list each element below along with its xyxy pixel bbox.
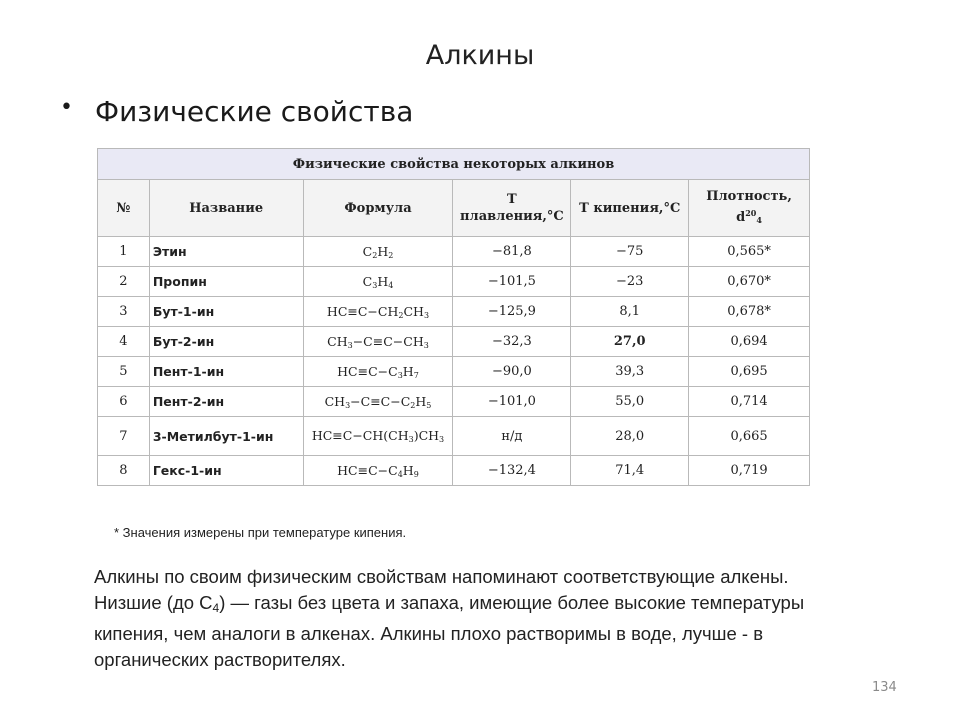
header-density-sup: 20 bbox=[745, 207, 757, 218]
cell-density: 0,719 bbox=[689, 456, 810, 486]
cell-name: Пент-2-ин bbox=[149, 387, 303, 417]
cell-melting: н/д bbox=[453, 417, 571, 456]
cell-name: Бут-2-ин bbox=[149, 327, 303, 357]
formula-text: HC≡C−CH(CH bbox=[311, 428, 409, 443]
header-name: Название bbox=[149, 180, 303, 237]
formula-text: HC≡C−C bbox=[337, 363, 398, 379]
header-melting-line2: плавления,°C bbox=[460, 209, 564, 224]
cell-number: 6 bbox=[98, 387, 150, 417]
cell-number: 2 bbox=[98, 267, 150, 297]
cell-melting: −32,3 bbox=[453, 327, 571, 357]
header-melting-line1: T bbox=[507, 192, 517, 207]
formula-text: CH bbox=[324, 393, 346, 409]
paragraph-part2: ) — газы без цвета и запаха, имеющие более высокие температуры кипения, чем аналоги в алкенах. Алкины плохо растворимы в воде, лучше - в органических растворителях. bbox=[94, 592, 805, 670]
table-caption: Физические свойства некоторых алкинов bbox=[98, 149, 810, 180]
cell-formula bbox=[303, 417, 453, 456]
paragraph-part1: Алкины по своим физическим свойствам напоминают соответствующие алкены. Низшие (до С bbox=[94, 566, 789, 613]
cell-formula bbox=[303, 297, 453, 327]
header-density-label: Плотность, d bbox=[706, 188, 792, 225]
cell-formula bbox=[303, 327, 453, 357]
cell-formula bbox=[303, 387, 453, 417]
header-density bbox=[689, 180, 810, 237]
formula-subscript: 9 bbox=[413, 469, 419, 479]
cell-number: 7 bbox=[98, 417, 150, 456]
formula-subscript: 5 bbox=[426, 400, 432, 410]
formula-text: HC≡C−CH bbox=[326, 303, 399, 319]
formula-text: H bbox=[402, 363, 414, 379]
cell-name: 3-Метилбут-1-ин bbox=[149, 417, 303, 456]
cell-number: 4 bbox=[98, 327, 150, 357]
cell-number: 1 bbox=[98, 237, 150, 267]
cell-formula bbox=[303, 357, 453, 387]
header-boiling: T кипения,°C bbox=[571, 180, 689, 237]
bullet-dot-icon: • bbox=[60, 95, 73, 120]
formula-text: C bbox=[362, 243, 373, 259]
cell-density: 0,714 bbox=[689, 387, 810, 417]
properties-table bbox=[97, 148, 810, 486]
formula-subscript: 3 bbox=[423, 310, 430, 320]
cell-density: 0,565* bbox=[689, 237, 810, 267]
formula-text: −C≡C−C bbox=[350, 393, 411, 409]
header-density-sub: 4 bbox=[756, 214, 762, 225]
table-body bbox=[98, 237, 810, 486]
header-number: № bbox=[98, 180, 150, 237]
formula-subscript: 3 bbox=[372, 280, 378, 290]
formula-subscript: 3 bbox=[408, 435, 414, 444]
formula-text: )CH bbox=[413, 428, 440, 443]
cell-number: 8 bbox=[98, 456, 150, 486]
cell-density: 0,695 bbox=[689, 357, 810, 387]
cell-name: Этин bbox=[149, 237, 303, 267]
cell-formula bbox=[303, 267, 453, 297]
cell-boiling: 71,4 bbox=[571, 456, 689, 486]
table-caption-row bbox=[98, 149, 810, 180]
cell-name: Гекс-1-ин bbox=[149, 456, 303, 486]
properties-table-container bbox=[97, 148, 810, 486]
cell-melting: −101,0 bbox=[453, 387, 571, 417]
page-number: 134 bbox=[872, 680, 897, 695]
formula-text: HC≡C−C bbox=[337, 462, 398, 478]
table-row bbox=[98, 456, 810, 486]
bullet-text: Физические свойства bbox=[94, 95, 414, 128]
cell-melting: −90,0 bbox=[453, 357, 571, 387]
cell-formula bbox=[303, 237, 453, 267]
footnote: * Значения измерены при температуре кипения. bbox=[114, 525, 407, 540]
formula-subscript: 2 bbox=[410, 400, 416, 410]
formula-text: H bbox=[415, 393, 427, 409]
formula-text: H bbox=[377, 243, 389, 259]
cell-boiling: 28,0 bbox=[571, 417, 689, 456]
table-row bbox=[98, 357, 810, 387]
cell-density: 0,670* bbox=[689, 267, 810, 297]
formula-subscript: 3 bbox=[345, 400, 351, 410]
header-melting bbox=[453, 180, 571, 237]
cell-melting: −101,5 bbox=[453, 267, 571, 297]
table-row bbox=[98, 297, 810, 327]
formula-subscript: 3 bbox=[423, 340, 429, 350]
cell-name: Пент-1-ин bbox=[149, 357, 303, 387]
formula-subscript: 3 bbox=[397, 370, 403, 380]
cell-boiling: −75 bbox=[571, 237, 689, 267]
slide-title: Алкины bbox=[425, 40, 535, 71]
header-formula: Формула bbox=[303, 180, 453, 237]
table-row bbox=[98, 417, 810, 456]
paragraph-sub: 4 bbox=[212, 601, 220, 615]
cell-density: 0,665 bbox=[689, 417, 810, 456]
formula-subscript: 2 bbox=[372, 250, 378, 260]
cell-melting: −81,8 bbox=[453, 237, 571, 267]
cell-boiling: 55,0 bbox=[571, 387, 689, 417]
formula-subscript: 4 bbox=[397, 469, 403, 479]
cell-density: 0,694 bbox=[689, 327, 810, 357]
formula-text: CH bbox=[327, 333, 348, 349]
table-row bbox=[98, 387, 810, 417]
table-row bbox=[98, 237, 810, 267]
cell-formula bbox=[303, 456, 453, 486]
table-row bbox=[98, 267, 810, 297]
table-row bbox=[98, 327, 810, 357]
formula-text: −C≡C−CH bbox=[352, 333, 424, 349]
formula-subscript: 7 bbox=[413, 370, 419, 380]
formula-subscript: 2 bbox=[398, 310, 404, 320]
cell-number: 5 bbox=[98, 357, 150, 387]
formula-subscript: 3 bbox=[439, 435, 445, 444]
cell-melting: −125,9 bbox=[453, 297, 571, 327]
bullet-heading bbox=[60, 95, 413, 128]
formula-text: C bbox=[362, 273, 373, 289]
formula-text: H bbox=[402, 462, 414, 478]
formula-text: CH bbox=[403, 303, 424, 319]
cell-boiling: −23 bbox=[571, 267, 689, 297]
cell-number: 3 bbox=[98, 297, 150, 327]
table-header-row bbox=[98, 180, 810, 237]
formula-subscript: 4 bbox=[388, 280, 394, 290]
cell-name: Пропин bbox=[149, 267, 303, 297]
formula-subscript: 2 bbox=[388, 250, 394, 260]
cell-boiling: 27,0 bbox=[571, 327, 689, 357]
cell-density: 0,678* bbox=[689, 297, 810, 327]
formula-subscript: 3 bbox=[347, 340, 353, 350]
cell-boiling: 8,1 bbox=[571, 297, 689, 327]
cell-name: Бут-1-ин bbox=[149, 297, 303, 327]
formula-text: H bbox=[377, 273, 389, 289]
cell-boiling: 39,3 bbox=[571, 357, 689, 387]
cell-melting: −132,4 bbox=[453, 456, 571, 486]
description-paragraph bbox=[94, 564, 854, 673]
